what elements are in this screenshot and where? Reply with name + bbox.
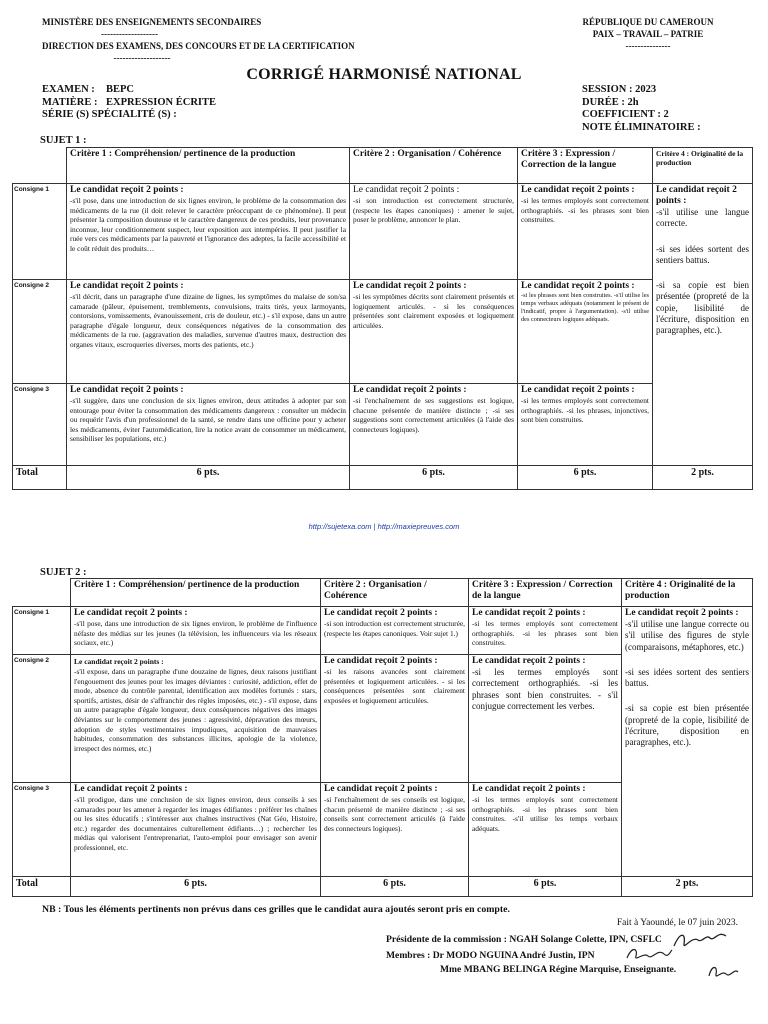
corner-cell (13, 148, 67, 184)
total-label: Total (13, 877, 71, 897)
cell-caption: Le candidat reçoit 2 points : (521, 385, 635, 395)
cell (350, 384, 518, 466)
cell-text: -si sa copie est bien présentée (propreté de la copie, lisibilité de l'écriture, disposition en paragraphes, etc.). (625, 703, 749, 748)
sujet1-header-c1: Critère 1 : Compréhension/ pertinence de la production (67, 148, 350, 184)
cell-caption: Le candidat reçoit 2 points : (472, 608, 586, 618)
cell (321, 783, 469, 877)
cell (71, 607, 321, 655)
table-row (13, 280, 753, 384)
total-row (13, 877, 753, 897)
handwritten-signature-icon (624, 942, 674, 966)
total-row (13, 466, 753, 490)
row-label: Consigne 1 (13, 184, 67, 280)
source-link[interactable]: http://sujetexa.com | http://maxiepreuves.com (308, 522, 460, 531)
total-c1: 6 pts. (71, 877, 321, 897)
page-title: CORRIGÉ HARMONISÉ NATIONAL (246, 66, 522, 83)
table-row (13, 384, 753, 466)
session: SESSION : 2023 (582, 84, 657, 95)
cell-text: -si les termes employés sont correctement orthographiés. -si les phrases, injonctives, sont bien construites. (521, 396, 649, 425)
matiere-value: EXPRESSION ÉCRITE (106, 96, 216, 108)
cell (350, 184, 518, 280)
cell (469, 607, 622, 655)
cell-caption: Le candidat reçoit 2 points : (353, 385, 467, 395)
total-c1: 6 pts. (67, 466, 350, 490)
total-c3: 6 pts. (469, 877, 622, 897)
cell (469, 655, 622, 783)
sujet2-label: SUJET 2 : (40, 567, 87, 578)
cell-caption: Le candidat reçoit 2 points : (625, 608, 739, 618)
cell-text: -si son introduction est correctement structurée, (respecte les étapes canoniques) : amener le sujet, poser le problème, annoncer le plan. (353, 196, 514, 225)
cell-caption: Le candidat reçoit 2 points : (74, 608, 188, 618)
cell (67, 280, 350, 384)
cell-text: -si les phrases sont bien construites. -s'il utilise les temps verbaux adéquats (notamment le présent de l'indicatif, propre à l'argumentation). -s'il utilise des connecteurs logiques adéquats. (521, 292, 649, 324)
matiere-label: MATIÈRE : (42, 96, 98, 108)
cell (321, 655, 469, 783)
ministry-header (42, 16, 355, 64)
sujet2-table (12, 578, 753, 897)
cell-caption: Le candidat reçoit 2 points : (70, 385, 184, 395)
cell-caption: Le candidat reçoit 2 points : (353, 185, 460, 195)
sujet1-header-c2: Critère 2 : Organisation / Cohérence (350, 148, 518, 184)
ministry-name: MINISTÈRE DES ENSEIGNEMENTS SECONDAIRES (42, 17, 262, 27)
header-separator: ------------------- (101, 29, 158, 39)
nb-note: NB : Tous les éléments pertinents non prévus dans ces grilles que le candidat aura ajoutés seront pris en compte. (42, 904, 510, 915)
cell-text: -s'il prodigue, dans une conclusion de six lignes environ, deux conseils à ses camarades pour les amener à regarder les images édifiantes : préférer les chaînes ou les sites éducatifs ; s'intéresser aux chaînes instructives (Nat Géo, Histoire, etc.) regarder des documentaires culturellement édifiants…) ; rechercher les médias qui valorisent l'entreprenariat, l'auto-emploi pour envisager son avenir professionnel, etc. (74, 795, 317, 852)
cell (67, 184, 350, 280)
row-label: Consigne 2 (13, 280, 67, 384)
total-c4: 2 pts. (653, 466, 753, 490)
republic-motto: PAIX – TRAVAIL – PATRIE (592, 29, 704, 39)
cell (71, 783, 321, 877)
signature-member-1: Membres : Dr MODO NGUINA André Justin, IPN (386, 950, 595, 961)
row-label: Consigne 3 (13, 384, 67, 466)
cell-text: -si les termes employés sont correctement orthographiés. -si les phrases sont bien construites. - s'il conjugue correctement les verbes. (472, 667, 618, 711)
signature-president: Présidente de la commission : NGAH Solange Colette, IPN, CSFLC (386, 934, 662, 945)
sujet2-header-c4: Critère 4 : Originalité de la production (622, 579, 753, 607)
cell-caption: Le candidat reçoit 2 points : (324, 656, 438, 666)
cell-text: -s'il décrit, dans un paragraphe d'une dizaine de lignes, les symptômes du malaise de son/sa camarade (pâleur, épuisement, tremblements, convulsions, traits tirés, yeux larmoyants, contorsions, vomissements, évanouissement, cris de douleur, etc.) - s'il expose, dans un autre paragraphe d'égale longueur, deux conséquences négatives de la consommation des médicaments de la rue. (aggravation des maladies, survenue d'autres maux, destruction des organes vitaux, escroqueries diverses, morts des patients, etc.) (70, 292, 346, 349)
cell-caption: Le candidat reçoit 2 points : (324, 608, 438, 618)
cell-text: -si les symptômes décrits sont clairement présentés et logiquement articulés. - si les conséquences présentées sont clairement exposées et logiquement articulées. (353, 292, 514, 330)
cell-text: -si les raisons avancées sont clairement présentées et logiquement articulées. - si les conséquences présentées sont clairement exposées et logiquement articulées. (324, 667, 465, 705)
cell-text: -s'il expose, dans un paragraphe d'une douzaine de lignes, deux raisons justifiant l'engouement des jeunes pour les images déviantes : curiosité, addiction, effet de mode, absence du contrôle parental, identification aux modèles fortunés : stars, sportifs, artistes, désir de s'affranchir des règles imposées, etc.) - s'il expose, dans un autre paragraphe d'égale longueur, deux conséquences négatives des images déviantes sur le comportement des jeunes : agressivité, dépravation des mœurs, adoption de styles vestimentaires impudiques, acquisition de mauvaises habitudes, consommation des substances illicites, apologie de la violence, irrespect des normes, etc.) (74, 667, 317, 753)
cell-caption: Le candidat reçoit 2 points : (74, 657, 164, 666)
sujet1-header-c4: Critère 4 : Originalité de la production (653, 148, 753, 184)
cell (518, 184, 653, 280)
sujet1-label: SUJET 1 : (40, 135, 87, 146)
cell (71, 655, 321, 783)
cell (518, 280, 653, 384)
examen-label: EXAMEN : (42, 84, 95, 95)
sujet1-table (12, 147, 753, 490)
total-c3: 6 pts. (518, 466, 653, 490)
sujet2-header-c2: Critère 2 : Organisation / Cohérence (321, 579, 469, 607)
cell-text: -si sa copie est bien présentée (propreté de la copie, lisibilité de l'écriture, disposition en paragraphes, etc.). (656, 280, 749, 336)
serie-label: SÉRIE (S) SPÉCIALITÉ (S) : (42, 109, 177, 120)
sujet1-header-c3: Critère 3 : Expression / Correction de la langue (518, 148, 653, 184)
note-eliminatoire: NOTE ÉLIMINATOIRE : (582, 121, 701, 133)
cell-text: -si l'enchaînement de ses conseils est logique, chacun présenté de manière distincte ; -si ses conseils sont correctement articulés (à l'aide des connecteurs logiques). (324, 795, 465, 833)
republic-header (560, 16, 736, 52)
criterion4-cell (622, 607, 753, 877)
cell-text: -s'il suggère, dans une conclusion de six lignes environ, deux attitudes à adopter par son entourage pour éviter la consommation des médicaments dangereux : consulter un médecin ou requérir l'avis d'un professionnel de la santé, se rendre dans une officine pour y acheter les médicaments, éviter l'automédication, lire la notice avant de consommer un médicament, sensibiliser les populations, etc.) (70, 396, 346, 444)
corner-cell (13, 579, 71, 607)
cell (321, 607, 469, 655)
cell-caption: Le candidat reçoit 2 points : (324, 784, 438, 794)
sujet2-header-c3: Critère 3 : Expression / Correction de la langue (469, 579, 622, 607)
cell-caption: Le candidat reçoit 2 points : (74, 784, 188, 794)
cell-text: -s'il utilise une langue correcte ou s'il utilise des figures de style (comparaisons, métaphores, etc.) (625, 619, 749, 652)
exam-meta-left (42, 84, 216, 122)
cell-text: -si ses idées sortent des sentiers battus. (625, 666, 749, 689)
cell-caption: Le candidat reçoit 2 points : (70, 281, 184, 291)
handwritten-signature-icon (706, 962, 740, 984)
cell-caption: Le candidat reçoit 2 points : (521, 281, 635, 291)
exam-meta-right (582, 84, 701, 134)
cell-caption: Le candidat reçoit 2 points : (656, 185, 737, 206)
row-label: Consigne 3 (13, 783, 71, 877)
handwritten-signature-icon (670, 928, 732, 954)
signature-member-2: Mme MBANG BELINGA Régine Marquise, Enseignante. (440, 964, 677, 975)
total-c4: 2 pts. (622, 877, 753, 897)
direction-name: DIRECTION DES EXAMENS, DES CONCOURS ET DE LA CERTIFICATION (42, 41, 355, 51)
cell-caption: Le candidat reçoit 2 points : (70, 185, 184, 195)
cell-text: -s'il utilise une langue correcte. (656, 207, 749, 229)
examen-value: BEPC (106, 84, 135, 95)
cell-caption: Le candidat reçoit 2 points : (353, 281, 467, 291)
cell-text: -si ses idées sortent des sentiers battus. (656, 243, 749, 265)
cell-caption: Le candidat reçoit 2 points : (472, 784, 586, 794)
coefficient: COEFFICIENT : 2 (582, 109, 669, 120)
cell-text: -si son introduction est correctement structurée, (respecte les étapes canoniques. Voir sujet 1.) (324, 619, 465, 638)
row-label: Consigne 1 (13, 607, 71, 655)
criterion4-cell (653, 184, 753, 466)
republic-name: RÉPUBLIQUE DU CAMEROUN (582, 17, 714, 27)
total-label: Total (13, 466, 67, 490)
header-separator: ------------------- (113, 53, 171, 63)
cell-text: -si les termes employés sont correctement orthographiés. -si les phrases sont bien construites. (521, 196, 649, 225)
cell-text: -s'il pose, dans une introduction de six lignes environ, le problème de la consommation des médicaments de la rue (il doit relever le caractère préoccupant de ce phénomène). Il peut présenter la composition douteuse et le caractère dangereux de ces produits, leur provenance inconnue, leur conditionnement suspect, leur exposition aux intempéries. Il peut justifier la ruée vers ces médicaments par la pauvreté et l'ignorance des adeptes, la facile accessibilité et le coût réduit des produits… (70, 196, 346, 253)
total-c2: 6 pts. (350, 466, 518, 490)
row-label: Consigne 2 (13, 655, 71, 783)
sujet2-header-c1: Critère 1 : Compréhension/ pertinence de la production (71, 579, 321, 607)
cell-text: -si les termes employés sont correctement orthographiés. -si les phrases sont bien construites. -s'il utilise les temps verbaux adéquats. (472, 795, 618, 833)
total-c2: 6 pts. (321, 877, 469, 897)
header-separator: --------------- (625, 41, 671, 51)
duree: DURÉE : 2h (582, 96, 639, 108)
cell (469, 783, 622, 877)
cell-text: -si l'enchaînement de ses suggestions est logique, chacune présentée de manière distincte ; -si ses suggestions sont correctement articulées (à l'aide des connecteurs logiques). (353, 396, 514, 434)
cell-text: -si les termes employés sont correctement orthographiés. -si les phrases sont bien construites. (472, 619, 618, 648)
table-row (13, 607, 753, 655)
cell (67, 384, 350, 466)
place-date: Fait à Yaoundé, le 07 juin 2023. (616, 918, 738, 928)
cell-text: -s'il pose, dans une introduction de six lignes environ, le problème de l'influence néfaste des médias sur les jeunes (la télévision, les influenceurs via les réseaux sociaux, etc.) (74, 619, 317, 648)
cell (518, 384, 653, 466)
cell-caption: Le candidat reçoit 2 points : (521, 185, 635, 195)
cell-caption: Le candidat reçoit 2 points : (472, 656, 586, 666)
table-row (13, 184, 753, 280)
cell (350, 280, 518, 384)
